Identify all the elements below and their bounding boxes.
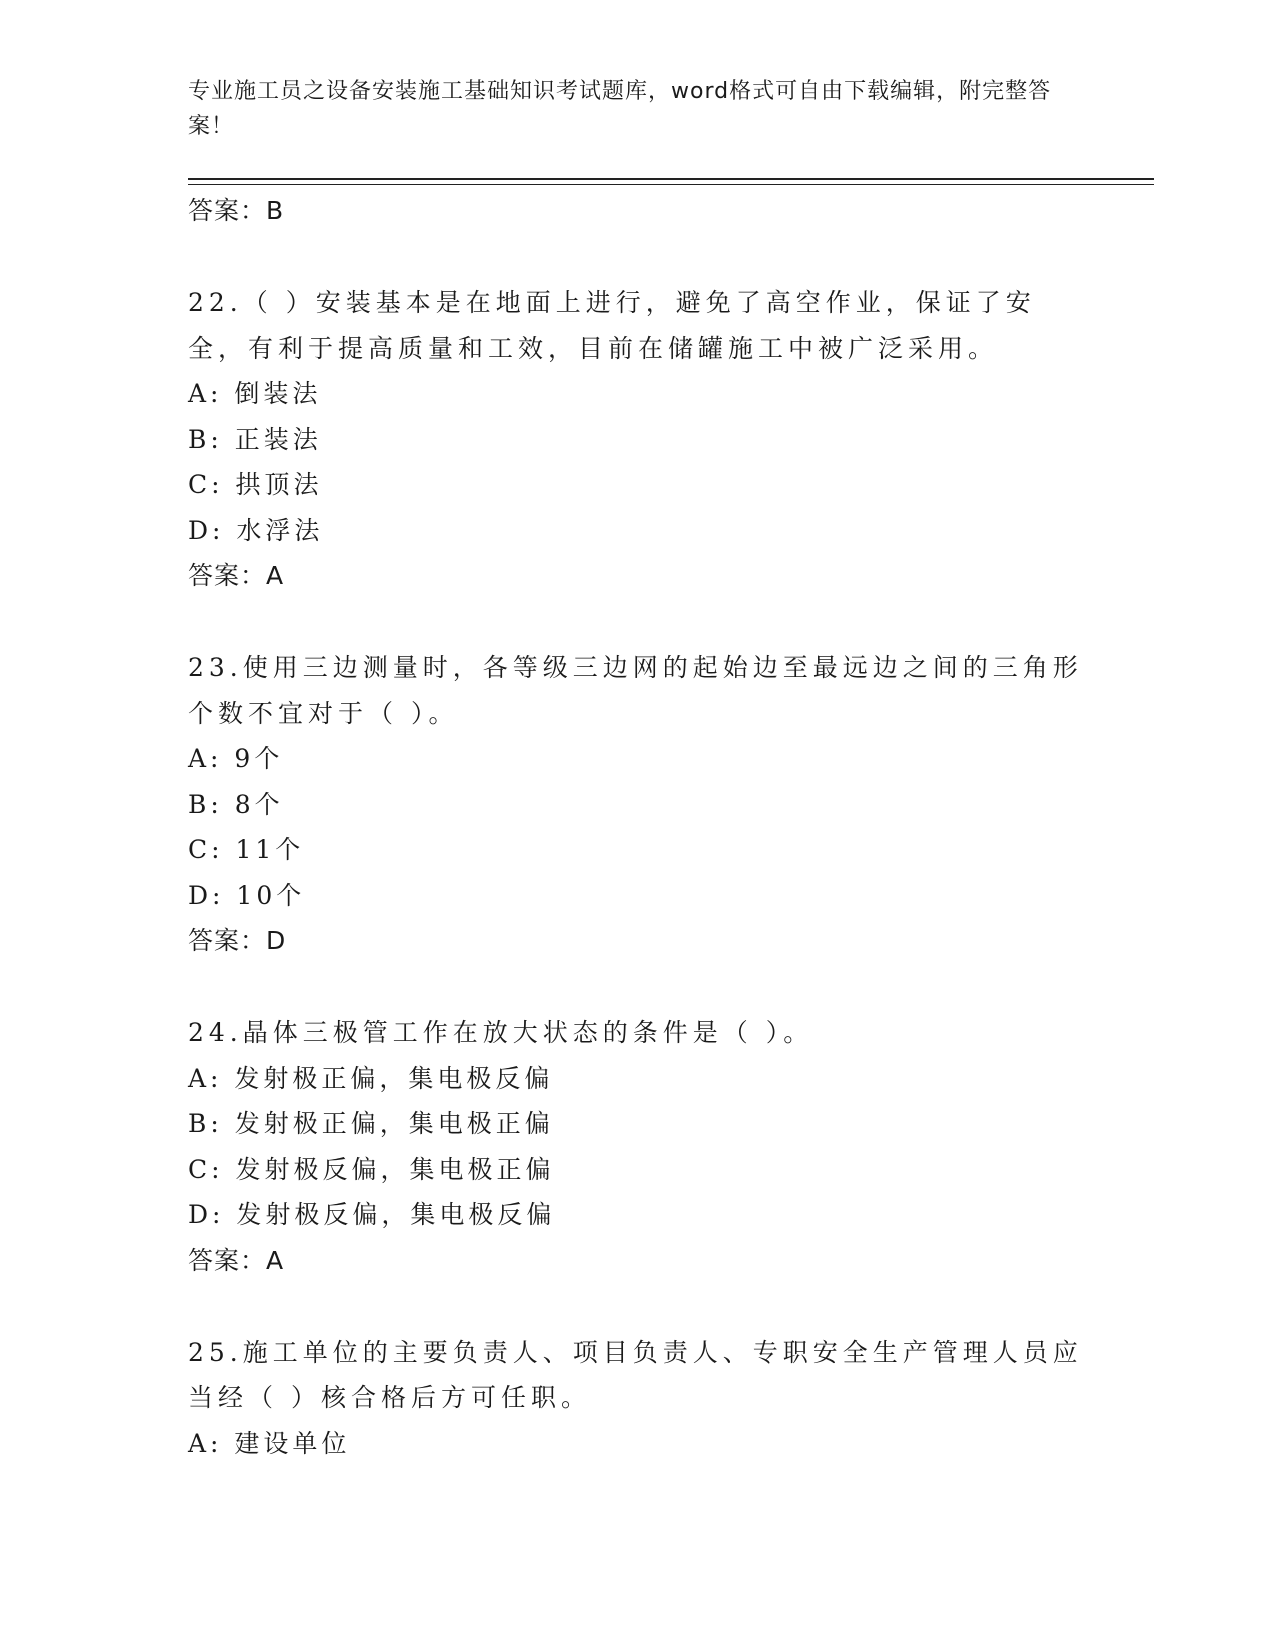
option-d: D: 发射极反偏，集电极反偏	[188, 1200, 556, 1229]
option-a: A: 发射极正偏，集电极反偏	[188, 1063, 554, 1093]
question-stem: 22.（ ）安装基本是在地面上进行，避免了高空作业，保证了安全，有利于提高质量和工效，目前在储罐施工中被广泛采用。	[188, 288, 1036, 363]
question-stem: 24.晶体三极管工作在放大状态的条件是（ ）。	[188, 1018, 814, 1047]
option-c: C: 11个	[188, 835, 305, 864]
answer-line: 答案：A	[188, 1245, 285, 1275]
question-25	[188, 1330, 1088, 1467]
option-b: B: 发射极正偏，集电极正偏	[188, 1109, 554, 1138]
option-d: D: 水浮法	[188, 515, 324, 545]
header-rule-thin	[188, 184, 1154, 185]
option-c: C: 拱顶法	[188, 470, 323, 499]
question-stem: 23.使用三边测量时，各等级三边网的起始边至最远边之间的三角形个数不宜对于（ ）。	[188, 653, 1083, 728]
document-header: 专业施工员之设备安装施工基础知识考试题库，word格式可自由下载编辑，附完整答案！	[188, 79, 1052, 139]
option-c: C: 发射极反偏，集电极正偏	[188, 1154, 555, 1184]
question-stem: 25.施工单位的主要负责人、项目负责人、专职安全生产管理人员应当经（ ）核合格后方可任职。	[188, 1337, 1083, 1412]
header-rule-thick	[188, 178, 1154, 180]
question-24	[188, 1010, 1088, 1284]
question-list	[188, 188, 1088, 1466]
option-b: B: 正装法	[188, 424, 322, 454]
answer-line: 答案：A	[188, 561, 285, 590]
answer-line: 答案：B	[188, 196, 285, 225]
option-a: A: 建设单位	[188, 1428, 351, 1458]
option-b: B: 8个	[188, 789, 284, 819]
question-22	[188, 280, 1088, 599]
answer-line: 答案：D	[188, 926, 287, 955]
option-d: D: 10个	[188, 880, 306, 910]
option-a: A: 9个	[188, 744, 284, 773]
option-a: A: 倒装法	[188, 379, 322, 408]
question-23	[188, 645, 1088, 964]
